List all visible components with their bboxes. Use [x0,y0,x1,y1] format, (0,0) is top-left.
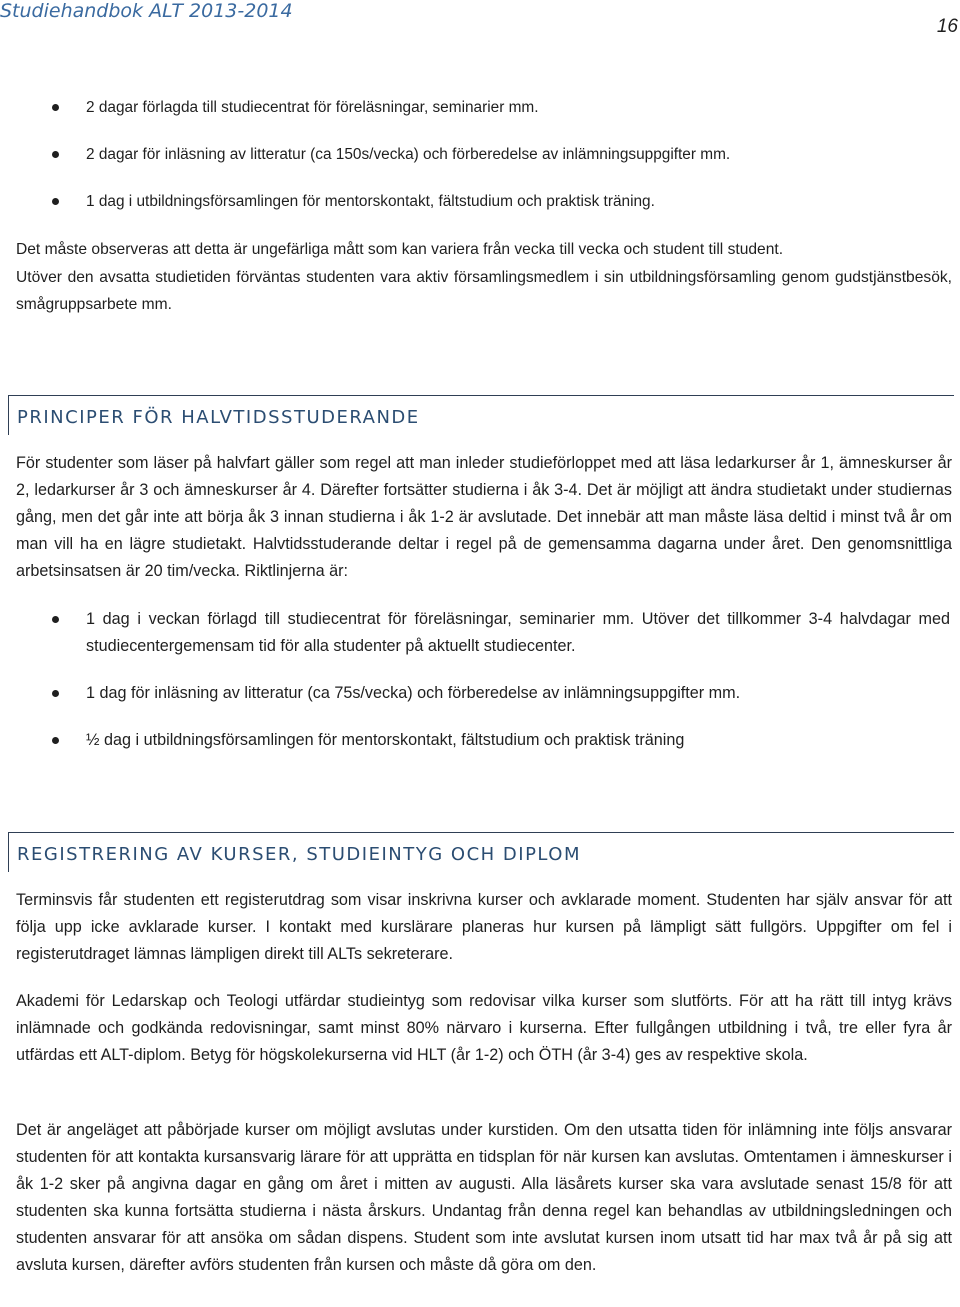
list-item [0,727,960,754]
bullet-icon [52,198,59,205]
list-item [0,606,960,660]
bullet-icon [52,690,59,697]
list-item [0,141,960,168]
completion-paragraph: Det är angeläget att påbörjade kurser om möjligt avslutas under kurstiden. Om den utsatta tiden för inlämning inte följs ansvarar studenten för att kontakta kursansvarig lärare för att upprätta en tidsplan för när kursen kan avslutas. Omtentamen i ämneskurser i åk 1-2 sker på angivna dagar en gång om året i mitten av augusti. Alla läsårets kurser ska vara avslutade senast 15/8 för att studenten ska kunna fortsätta studierna i nästa årskurs. Undantag från denna regel kan behandlas av utbildningsledningen och studenten ansvarar för att ansöka om sådan dispens. Student som inte avslutat kursen inom utsatt tid har max två år på sig att avsluta kursen, därefter avförs studenten från kursen och måste då göra om den. [16,1121,952,1274]
list-item-text: 1 dag för inläsning av litteratur (ca 75s/vecka) och förberedelse av inlämningsuppgifter mm. [86,684,741,702]
halftime-guideline-list [0,606,960,754]
list-item-text: ½ dag i utbildningsförsamlingen för mentorskontakt, fältstudium och praktisk träning [86,731,685,749]
page-number: 16 [936,16,958,37]
note-paragraph: Det måste observeras att detta är ungefärliga mått som kan variera från vecka till vecka och student till student. [16,241,784,258]
list-item [0,94,960,121]
study-time-list [0,94,960,215]
list-item [0,188,960,215]
certificate-paragraph: Akademi för Ledarskap och Teologi utfärdar studieintyg som redovisar vilka kurser som slutförts. För att ha rätt till intyg krävs inlämnade och godkända redovisningar, samt minst 80% närvaro i kurserna. Efter fullgången utbildning i två, tre eller fyra år utfärdas ett ALT-diplom. Betyg för högskolekurserna vid HLT (år 1-2) och ÖTH (år 3-4) ges av respektive skola. [16,992,952,1064]
section-heading-box [8,395,954,435]
expectation-paragraph: Utöver den avsatta studietiden förväntas studenten vara aktiv församlingsmedlem i sin utbildningsförsamling genom gudstjänstbesök, smågruppsarbete mm. [16,269,952,313]
section-heading: PRINCIPER FÖR HALVTIDSSTUDERANDE [17,407,420,428]
list-item-text: 1 dag i utbildningsförsamlingen för mentorskontakt, fältstudium och praktisk träning. [86,193,655,210]
section-heading-box [8,832,954,872]
list-item-text: 2 dagar för inläsning av litteratur (ca 150s/vecka) och förberedelse av inlämningsuppgifter mm. [86,146,731,163]
bullet-icon [52,616,59,623]
list-item-text: 1 dag i veckan förlagd till studiecentrat för föreläsningar, seminarier mm. Utöver det tillkommer 3-4 halvdagar med studiecentergemensam tid för alla studenter på aktuellt studiecenter. [86,610,950,655]
halftime-paragraph: För studenter som läser på halvfart gäller som regel att man inleder studieförloppet med att läsa ledarkurser år 1, ämneskurser år 2, ledarkurser år 3 och ämneskurser år 4. Därefter fortsätter studierna i åk 3-4. Det är möjligt att ändra studietakt under studiernas gång, men det går inte att börja åk 3 innan studierna i åk 1-2 är avslutade. Det innebär att man måste läsa deltid i minst två år om man vill ha en lägre studietakt. Halvtidsstuderande deltar i regel på de gemensamma dagarna under året. Den genomsnittliga arbetsinsatsen är 20 tim/vecka. Riktlinjerna är: [16,454,952,580]
registration-paragraph: Terminsvis får studenten ett registerutdrag som visar inskrivna kurser och avklarade moment. Studenten har själv ansvar för att följa upp icke avklarade kurser. I kontakt med kurslärare planeras hur kursen på lämpligt sätt fullgörs. Uppgifter om fel i registerutdraget lämnas lämpligen direkt till ALTs sekreterare. [16,891,952,963]
section-heading: REGISTRERING AV KURSER, STUDIEINTYG OCH DIPLOM [17,844,582,865]
bullet-icon [52,104,59,111]
bullet-icon [52,737,59,744]
document-header-title: Studiehandbok ALT 2013-2014 [0,0,293,22]
list-item-text: 2 dagar förlagda till studiecentrat för föreläsningar, seminarier mm. [86,99,539,116]
list-item [0,680,960,707]
bullet-icon [52,151,59,158]
